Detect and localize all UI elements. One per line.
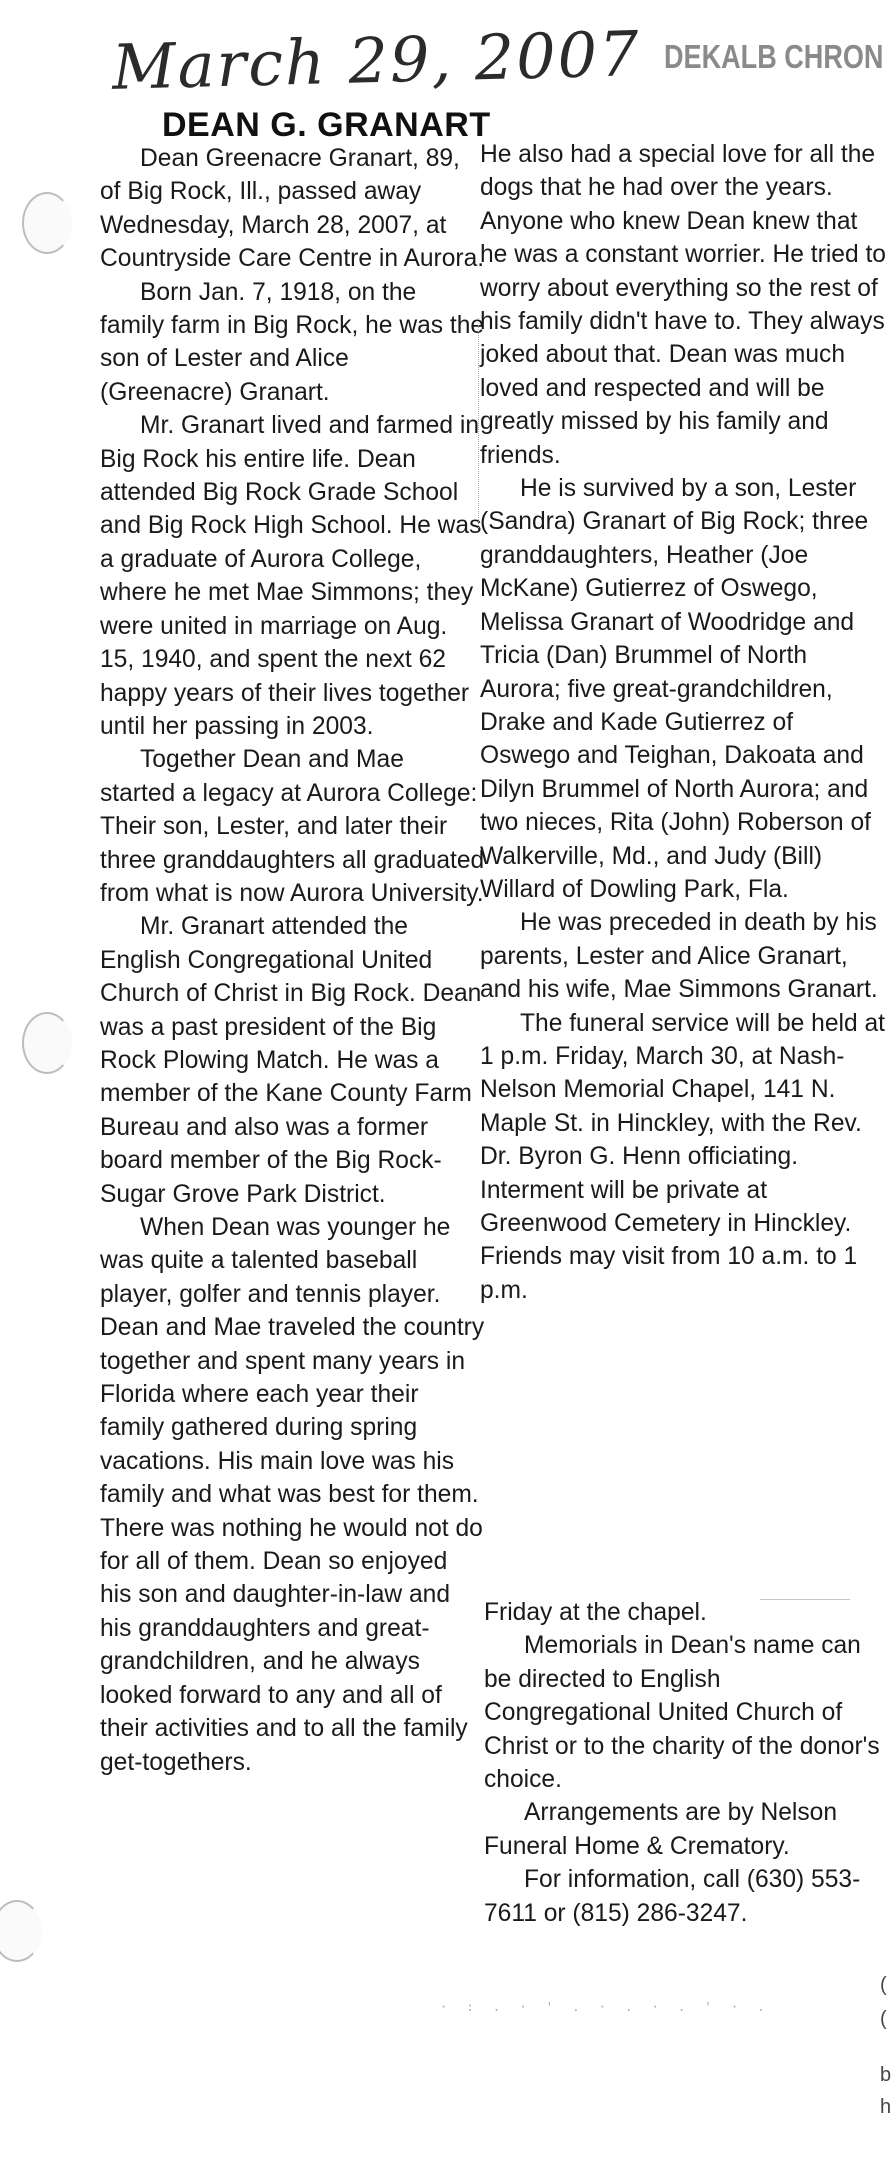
paragraph-community: Mr. Granart attended the English Congregational United Church of Christ in Big Rock. Dean was a past president of the Big Rock Plowing Match. He was a member of the Kane County Farm Bureau and also was a former board member of the Big Rock-Sugar Grove Park District. [100,913,482,1208]
handwritten-date: March 29, 2007 [111,17,642,104]
newspaper-masthead: DEKALB CHRON [664,38,884,75]
paragraph-preceded: He was preceded in death by his parents, Lester and Alice Granart, and his wife, Mae Simmons Granart. [480,909,878,1004]
paragraph-birth: Born Jan. 7, 1918, on the family farm in Big Rock, he was the son of Lester and Alice (Greenacre) Granart. [100,278,485,406]
paragraph-memorials: Memorials in Dean's name can be directed to English Congregational United Church of Christ or to the charity of the donor's choice. [484,1632,880,1794]
paragraph-contact: For information, call (630) 553-7611 or (815) 286-3247. [484,1866,861,1927]
paragraph-family-life: When Dean was younger he was quite a talented baseball player, golfer and tennis player. Dean and Mae traveled the country together and spent many years in Florida where each year their family gathered during spring vacations. His main love was his family and what was best for them. There was nothing he would not do for all of them. Dean so enjoyed his son and daughter-in-law and his granddaughters and great-grandchildren, and he always looked forward to any and all of their activities and to all the family get-togethers. [100,1214,485,1776]
edge-fragment: b [880,2064,892,2086]
paragraph-survivors: He is survived by a son, Lester (Sandra) Granart of Big Rock; three granddaughters, Heather (Joe McKane) Gutierrez of Oswego, Melissa Granart of Woodridge and Tricia (Dan) Brummel of North Aurora; five great-grandchildren, Drake and Kade Gutierrez of Oswego and Teighan, Dakoata and Dilyn Brummel of North Aurora; and two nieces, Rita (John) Roberson of Walkerville, Md., and Judy (Bill) Willard of Dowling Park, Fla. [480,475,871,903]
paragraph-chapel: Friday at the chapel. [484,1599,707,1626]
paragraph-death-notice: Dean Greenacre Granart, 89, of Big Rock, Ill., passed away Wednesday, March 28, 2007, at Countryside Care Centre in Aurora. [100,145,485,273]
paragraph-legacy: Together Dean and Mae started a legacy at Aurora College: Their son, Lester, and later their three granddaughters all graduated from what is now Aurora University. [100,746,485,907]
paragraph-arrangements: Arrangements are by Nelson Funeral Home & Crematory. [484,1799,838,1860]
fold-line [478,318,479,528]
obituary-headline: DEAN G. GRANART [162,106,491,144]
paragraph-funeral-service: The funeral service will be held at 1 p.m. Friday, March 30, at Nash-Nelson Memorial Chapel, 141 N. Maple St. in Hinckley, with the Rev. Dr. Byron G. Henn officiating. Interment will be private at Greenwood Cemetery in Hinckley. Friends may visit from 10 a.m. to 1 p.m. [480,1009,885,1304]
right-column-continued [484,1596,884,1930]
right-column [480,138,890,1307]
punch-hole [22,192,72,254]
paragraph-life-marriage: Mr. Granart lived and farmed in Big Rock his entire life. Dean attended Big Rock Grade School and Big Rock High School. He was a graduate of Aurora College, where he met Mae Simmons; they were united in marriage on Aug. 15, 1940, and spent the next 62 happy years of their lives together until her passing in 2003. [100,412,482,740]
punch-hole [0,1900,42,1962]
edge-fragment: h [880,2096,892,2118]
left-column [100,142,485,1779]
paragraph-dogs-worrier: He also had a special love for all the dogs that he had over the years. Anyone who knew Dean knew that he was a constant worrier. He tried to worry about everything so the rest of his family didn't have to. They always joked about that. Dean was much loved and respected and will be greatly missed by his family and friends. [480,141,886,469]
punch-hole [22,1012,72,1074]
edge-fragment: ( [880,2008,887,2030]
edge-fragment: ( [880,1974,887,1996]
scan-speckle: · : . · ' . · . · . ' · . [440,2000,771,2014]
